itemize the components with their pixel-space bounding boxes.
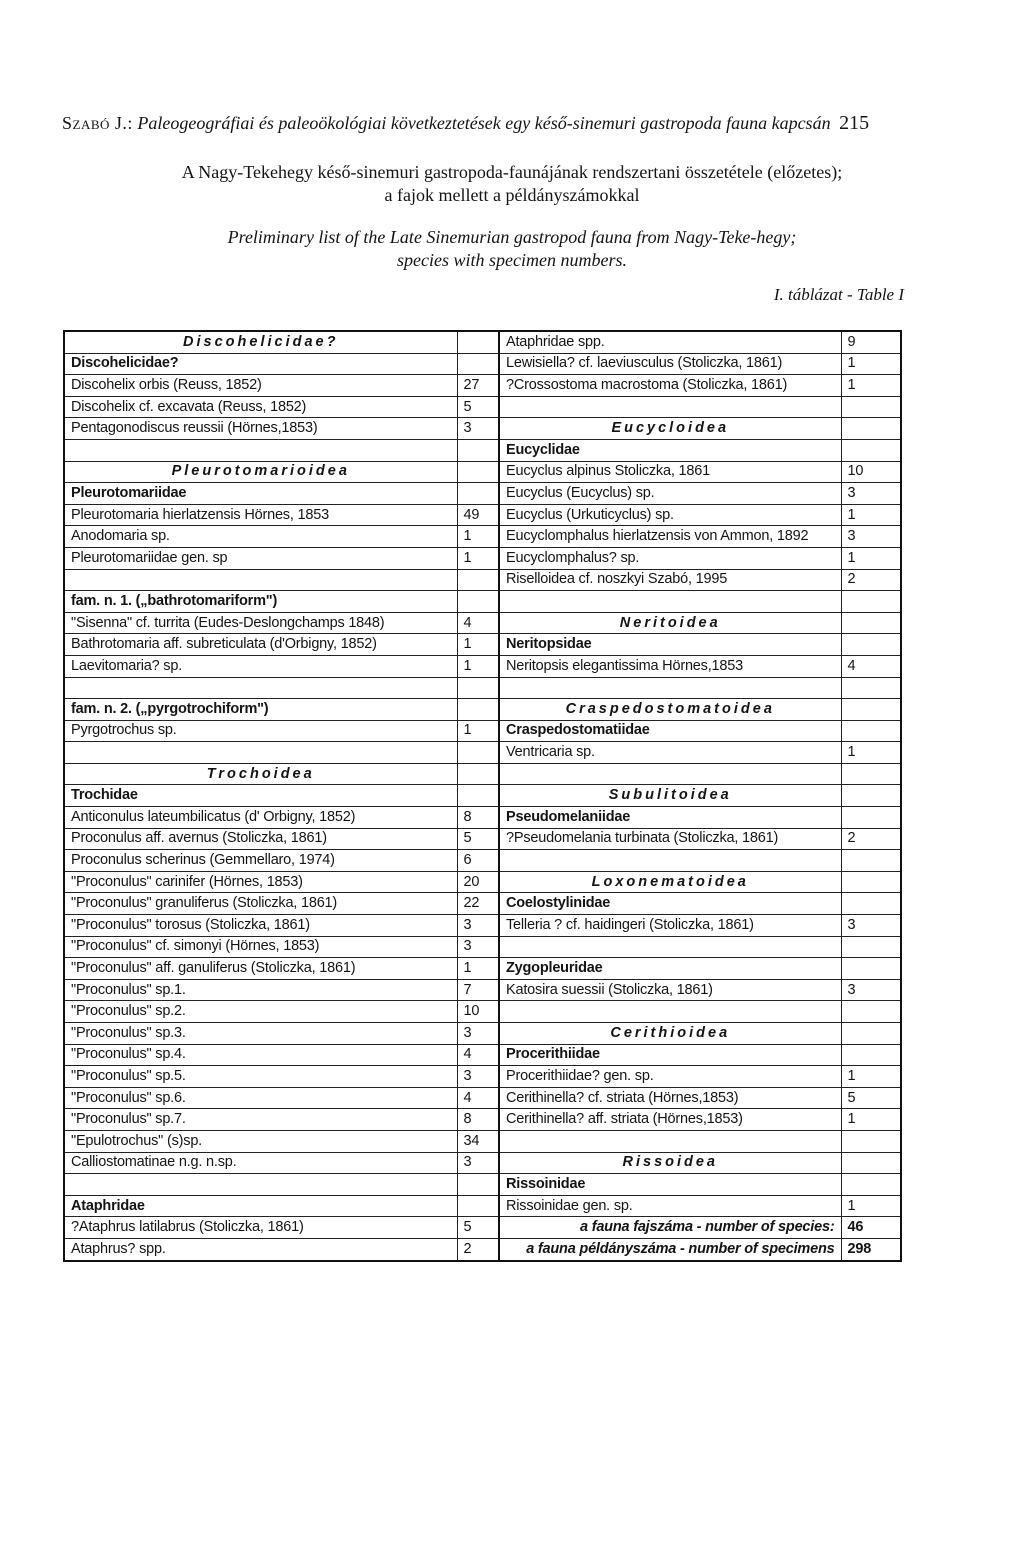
right-taxon-cell: Eucycloidea	[499, 418, 841, 440]
right-count-cell: 2	[841, 569, 901, 591]
right-taxon-cell: Neritoidea	[499, 612, 841, 634]
table-row	[64, 1152, 901, 1174]
left-taxon-cell: "Proconulus" torosus (Stoliczka, 1861)	[64, 915, 457, 937]
table-row	[64, 936, 901, 958]
left-count-cell: 3	[457, 1066, 499, 1088]
right-count-cell	[841, 1174, 901, 1196]
table-row	[64, 526, 901, 548]
right-count-cell: 1	[841, 1195, 901, 1217]
right-count-cell	[841, 591, 901, 613]
right-count-cell: 1	[841, 742, 901, 764]
left-count-cell	[457, 677, 499, 699]
running-head-author: Szabó J.:	[62, 113, 133, 133]
left-taxon-cell	[64, 1174, 457, 1196]
left-count-cell: 3	[457, 1023, 499, 1045]
table-row	[64, 979, 901, 1001]
left-count-cell	[457, 1195, 499, 1217]
title-hungarian-line-1: A Nagy-Tekehegy késő-sinemuri gastropoda-faunájának rendszertani összetétele (előzetes);	[181, 162, 843, 182]
right-count-cell	[841, 418, 901, 440]
left-count-cell: 3	[457, 936, 499, 958]
right-count-cell	[841, 699, 901, 721]
left-taxon-cell: Pleurotomarioidea	[64, 461, 457, 483]
right-taxon-cell: Subulitoidea	[499, 785, 841, 807]
right-taxon-cell: Cerithinella? cf. striata (Hörnes,1853)	[499, 1087, 841, 1109]
right-taxon-cell: Eucyclomphalus? sp.	[499, 547, 841, 569]
left-count-cell: 34	[457, 1130, 499, 1152]
title-english-line-1: Preliminary list of the Late Sinemurian gastropod fauna from Nagy-Teke-hegy;	[227, 227, 797, 247]
left-taxon-cell: Ataphrus? spp.	[64, 1238, 457, 1260]
table-row	[64, 807, 901, 829]
title-hungarian-line-2: a fajok mellett a példányszámokkal	[384, 185, 640, 205]
left-taxon-cell: Anodomaria sp.	[64, 526, 457, 548]
right-count-cell	[841, 612, 901, 634]
left-count-cell: 27	[457, 375, 499, 397]
right-taxon-cell: Rissoinidae gen. sp.	[499, 1195, 841, 1217]
left-taxon-cell: fam. n. 2. („pyrgotrochiform")	[64, 699, 457, 721]
left-taxon-cell	[64, 742, 457, 764]
right-taxon-cell: Riselloidea cf. noszkyi Szabó, 1995	[499, 569, 841, 591]
left-count-cell: 3	[457, 1152, 499, 1174]
right-taxon-cell: a fauna példányszáma - number of specimens	[499, 1238, 841, 1260]
right-taxon-cell	[499, 591, 841, 613]
right-taxon-cell	[499, 763, 841, 785]
left-count-cell: 1	[457, 720, 499, 742]
table-row	[64, 634, 901, 656]
right-count-cell	[841, 634, 901, 656]
right-count-cell: 2	[841, 828, 901, 850]
left-count-cell: 5	[457, 828, 499, 850]
right-count-cell: 1	[841, 1109, 901, 1131]
left-taxon-cell: Discohelix orbis (Reuss, 1852)	[64, 375, 457, 397]
right-taxon-cell: ?Pseudomelania turbinata (Stoliczka, 1861)	[499, 828, 841, 850]
table-row	[64, 828, 901, 850]
left-taxon-cell: "Proconulus" sp.6.	[64, 1087, 457, 1109]
right-taxon-cell: Telleria ? cf. haidingeri (Stoliczka, 1861)	[499, 915, 841, 937]
left-count-cell: 4	[457, 1044, 499, 1066]
left-taxon-cell: Discohelix cf. excavata (Reuss, 1852)	[64, 396, 457, 418]
table-row	[64, 504, 901, 526]
table-row	[64, 677, 901, 699]
right-count-cell: 3	[841, 915, 901, 937]
left-count-cell: 1	[457, 526, 499, 548]
table-row	[64, 569, 901, 591]
left-count-cell: 10	[457, 1001, 499, 1023]
left-taxon-cell: "Proconulus" sp.3.	[64, 1023, 457, 1045]
left-count-cell	[457, 569, 499, 591]
right-taxon-cell	[499, 936, 841, 958]
right-taxon-cell: Eucyclus alpinus Stoliczka, 1861	[499, 461, 841, 483]
table-row	[64, 850, 901, 872]
left-count-cell: 22	[457, 893, 499, 915]
right-count-cell	[841, 936, 901, 958]
right-taxon-cell: Craspedostomatiidae	[499, 720, 841, 742]
left-count-cell	[457, 1174, 499, 1196]
table-row	[64, 547, 901, 569]
left-taxon-cell: Pleurotomariidae	[64, 483, 457, 505]
table-row	[64, 915, 901, 937]
right-taxon-cell: Lewisiella? cf. laeviusculus (Stoliczka, 1861)	[499, 353, 841, 375]
table-row	[64, 331, 901, 353]
left-taxon-cell: Proconulus scherinus (Gemmellaro, 1974)	[64, 850, 457, 872]
right-taxon-cell	[499, 396, 841, 418]
right-taxon-cell: Ventricaria sp.	[499, 742, 841, 764]
left-count-cell	[457, 699, 499, 721]
right-count-cell: 3	[841, 526, 901, 548]
left-count-cell: 49	[457, 504, 499, 526]
right-count-cell: 1	[841, 504, 901, 526]
table-row	[64, 1238, 901, 1260]
right-count-cell: 1	[841, 353, 901, 375]
right-count-cell: 298	[841, 1238, 901, 1260]
left-count-cell	[457, 353, 499, 375]
right-taxon-cell: a fauna fajszáma - number of species:	[499, 1217, 841, 1239]
left-taxon-cell: "Proconulus" sp.4.	[64, 1044, 457, 1066]
right-taxon-cell: Ataphridae spp.	[499, 331, 841, 353]
table-row	[64, 720, 901, 742]
left-taxon-cell: Ataphridae	[64, 1195, 457, 1217]
left-count-cell: 3	[457, 418, 499, 440]
right-taxon-cell: Neritopsis elegantissima Hörnes,1853	[499, 655, 841, 677]
table-row	[64, 1217, 901, 1239]
left-taxon-cell	[64, 569, 457, 591]
right-taxon-cell	[499, 850, 841, 872]
left-taxon-cell: Trochoidea	[64, 763, 457, 785]
right-taxon-cell: Eucyclidae	[499, 439, 841, 461]
left-taxon-cell: "Epulotrochus" (s)sp.	[64, 1130, 457, 1152]
left-taxon-cell: Trochidae	[64, 785, 457, 807]
left-count-cell: 1	[457, 655, 499, 677]
table-row	[64, 396, 901, 418]
left-count-cell	[457, 591, 499, 613]
table-row	[64, 1001, 901, 1023]
left-taxon-cell: "Sisenna" cf. turrita (Eudes-Deslongchamps 1848)	[64, 612, 457, 634]
table-row	[64, 1044, 901, 1066]
table-row	[64, 1087, 901, 1109]
table-row	[64, 439, 901, 461]
table-row	[64, 612, 901, 634]
right-count-cell	[841, 1001, 901, 1023]
right-count-cell: 5	[841, 1087, 901, 1109]
table-row	[64, 699, 901, 721]
right-count-cell	[841, 871, 901, 893]
right-taxon-cell: Rissoinidae	[499, 1174, 841, 1196]
left-count-cell	[457, 483, 499, 505]
right-count-cell	[841, 893, 901, 915]
right-count-cell: 4	[841, 655, 901, 677]
table-row	[64, 1174, 901, 1196]
table-row	[64, 1195, 901, 1217]
right-taxon-cell: Neritopsidae	[499, 634, 841, 656]
page-number: 215	[839, 112, 870, 134]
table-row	[64, 958, 901, 980]
right-taxon-cell: Pseudomelaniidae	[499, 807, 841, 829]
right-count-cell	[841, 1023, 901, 1045]
left-count-cell: 1	[457, 958, 499, 980]
left-count-cell: 6	[457, 850, 499, 872]
table-row	[64, 785, 901, 807]
left-count-cell: 7	[457, 979, 499, 1001]
running-head	[62, 112, 962, 135]
right-count-cell	[841, 396, 901, 418]
left-count-cell: 8	[457, 1109, 499, 1131]
right-taxon-cell	[499, 1130, 841, 1152]
right-taxon-cell: Loxonematoidea	[499, 871, 841, 893]
table-row	[64, 461, 901, 483]
table-row	[64, 893, 901, 915]
right-count-cell: 10	[841, 461, 901, 483]
right-taxon-cell: Procerithiidae? gen. sp.	[499, 1066, 841, 1088]
left-taxon-cell: Pyrgotrochus sp.	[64, 720, 457, 742]
table-row	[64, 742, 901, 764]
table-row	[64, 418, 901, 440]
left-taxon-cell: "Proconulus" sp.2.	[64, 1001, 457, 1023]
right-taxon-cell: ?Crossostoma macrostoma (Stoliczka, 1861)	[499, 375, 841, 397]
right-count-cell: 1	[841, 1066, 901, 1088]
table-row	[64, 763, 901, 785]
left-count-cell	[457, 331, 499, 353]
right-count-cell	[841, 763, 901, 785]
left-taxon-cell: Laevitomaria? sp.	[64, 655, 457, 677]
left-count-cell	[457, 785, 499, 807]
right-taxon-cell: Eucyclus (Eucyclus) sp.	[499, 483, 841, 505]
right-count-cell	[841, 785, 901, 807]
right-count-cell	[841, 958, 901, 980]
right-count-cell: 46	[841, 1217, 901, 1239]
left-count-cell: 8	[457, 807, 499, 829]
right-taxon-cell: Rissoidea	[499, 1152, 841, 1174]
right-count-cell	[841, 807, 901, 829]
left-taxon-cell: "Proconulus" cf. simonyi (Hörnes, 1853)	[64, 936, 457, 958]
right-taxon-cell	[499, 677, 841, 699]
left-taxon-cell: "Proconulus" carinifer (Hörnes, 1853)	[64, 871, 457, 893]
right-count-cell	[841, 1130, 901, 1152]
left-count-cell: 20	[457, 871, 499, 893]
left-taxon-cell: Bathrotomaria aff. subreticulata (d'Orbigny, 1852)	[64, 634, 457, 656]
table-row	[64, 591, 901, 613]
left-count-cell: 4	[457, 1087, 499, 1109]
right-taxon-cell: Eucyclomphalus hierlatzensis von Ammon, 1892	[499, 526, 841, 548]
right-count-cell	[841, 1044, 901, 1066]
species-table	[63, 330, 902, 1262]
left-taxon-cell: Pentagonodiscus reussii (Hörnes,1853)	[64, 418, 457, 440]
table-row	[64, 1023, 901, 1045]
right-count-cell: 3	[841, 483, 901, 505]
left-taxon-cell	[64, 677, 457, 699]
right-taxon-cell	[499, 1001, 841, 1023]
left-taxon-cell	[64, 439, 457, 461]
left-count-cell	[457, 763, 499, 785]
table-row	[64, 1130, 901, 1152]
right-taxon-cell: Cerithioidea	[499, 1023, 841, 1045]
right-count-cell: 9	[841, 331, 901, 353]
table-row	[64, 871, 901, 893]
left-taxon-cell: "Proconulus" sp.5.	[64, 1066, 457, 1088]
right-count-cell	[841, 850, 901, 872]
right-count-cell	[841, 677, 901, 699]
left-count-cell	[457, 461, 499, 483]
left-taxon-cell: Calliostomatinae n.g. n.sp.	[64, 1152, 457, 1174]
right-taxon-cell: Coelostylinidae	[499, 893, 841, 915]
right-count-cell: 1	[841, 547, 901, 569]
right-taxon-cell: Procerithiidae	[499, 1044, 841, 1066]
right-count-cell: 3	[841, 979, 901, 1001]
left-count-cell: 5	[457, 396, 499, 418]
title-english-line-2: species with specimen numbers.	[397, 250, 627, 270]
right-taxon-cell: Cerithinella? aff. striata (Hörnes,1853)	[499, 1109, 841, 1131]
left-count-cell: 3	[457, 915, 499, 937]
left-taxon-cell: Proconulus aff. avernus (Stoliczka, 1861)	[64, 828, 457, 850]
left-taxon-cell: "Proconulus" sp.1.	[64, 979, 457, 1001]
running-head-title: Paleogeográfiai és paleoökológiai következtetések egy késő-sinemuri gastropoda fauna kapcsán	[137, 113, 831, 133]
table-row	[64, 1109, 901, 1131]
left-count-cell	[457, 439, 499, 461]
right-taxon-cell: Katosira suessii (Stoliczka, 1861)	[499, 979, 841, 1001]
left-taxon-cell: "Proconulus" sp.7.	[64, 1109, 457, 1131]
left-count-cell: 4	[457, 612, 499, 634]
left-count-cell: 1	[457, 634, 499, 656]
left-taxon-cell: ?Ataphrus latilabrus (Stoliczka, 1861)	[64, 1217, 457, 1239]
right-count-cell: 1	[841, 375, 901, 397]
right-taxon-cell: Zygopleuridae	[499, 958, 841, 980]
left-taxon-cell: Pleurotomaria hierlatzensis Hörnes, 1853	[64, 504, 457, 526]
table-row	[64, 1066, 901, 1088]
right-count-cell	[841, 720, 901, 742]
left-count-cell: 2	[457, 1238, 499, 1260]
right-taxon-cell: Eucyclus (Urkuticyclus) sp.	[499, 504, 841, 526]
right-count-cell	[841, 1152, 901, 1174]
left-taxon-cell: Discohelicidae?	[64, 331, 457, 353]
left-count-cell	[457, 742, 499, 764]
table-row	[64, 375, 901, 397]
table-row	[64, 353, 901, 375]
right-taxon-cell: Craspedostomatoidea	[499, 699, 841, 721]
right-count-cell	[841, 439, 901, 461]
left-taxon-cell: Pleurotomariidae gen. sp	[64, 547, 457, 569]
left-taxon-cell: Anticonulus lateumbilicatus (d' Orbigny, 1852)	[64, 807, 457, 829]
left-taxon-cell: fam. n. 1. („bathrotomariform")	[64, 591, 457, 613]
left-taxon-cell: "Proconulus" granuliferus (Stoliczka, 1861)	[64, 893, 457, 915]
table-row	[64, 655, 901, 677]
left-taxon-cell: "Proconulus" aff. ganuliferus (Stoliczka, 1861)	[64, 958, 457, 980]
left-count-cell: 5	[457, 1217, 499, 1239]
left-taxon-cell: Discohelicidae?	[64, 353, 457, 375]
table-row	[64, 483, 901, 505]
table-label: I. táblázat - Table I	[773, 285, 904, 304]
left-count-cell: 1	[457, 547, 499, 569]
